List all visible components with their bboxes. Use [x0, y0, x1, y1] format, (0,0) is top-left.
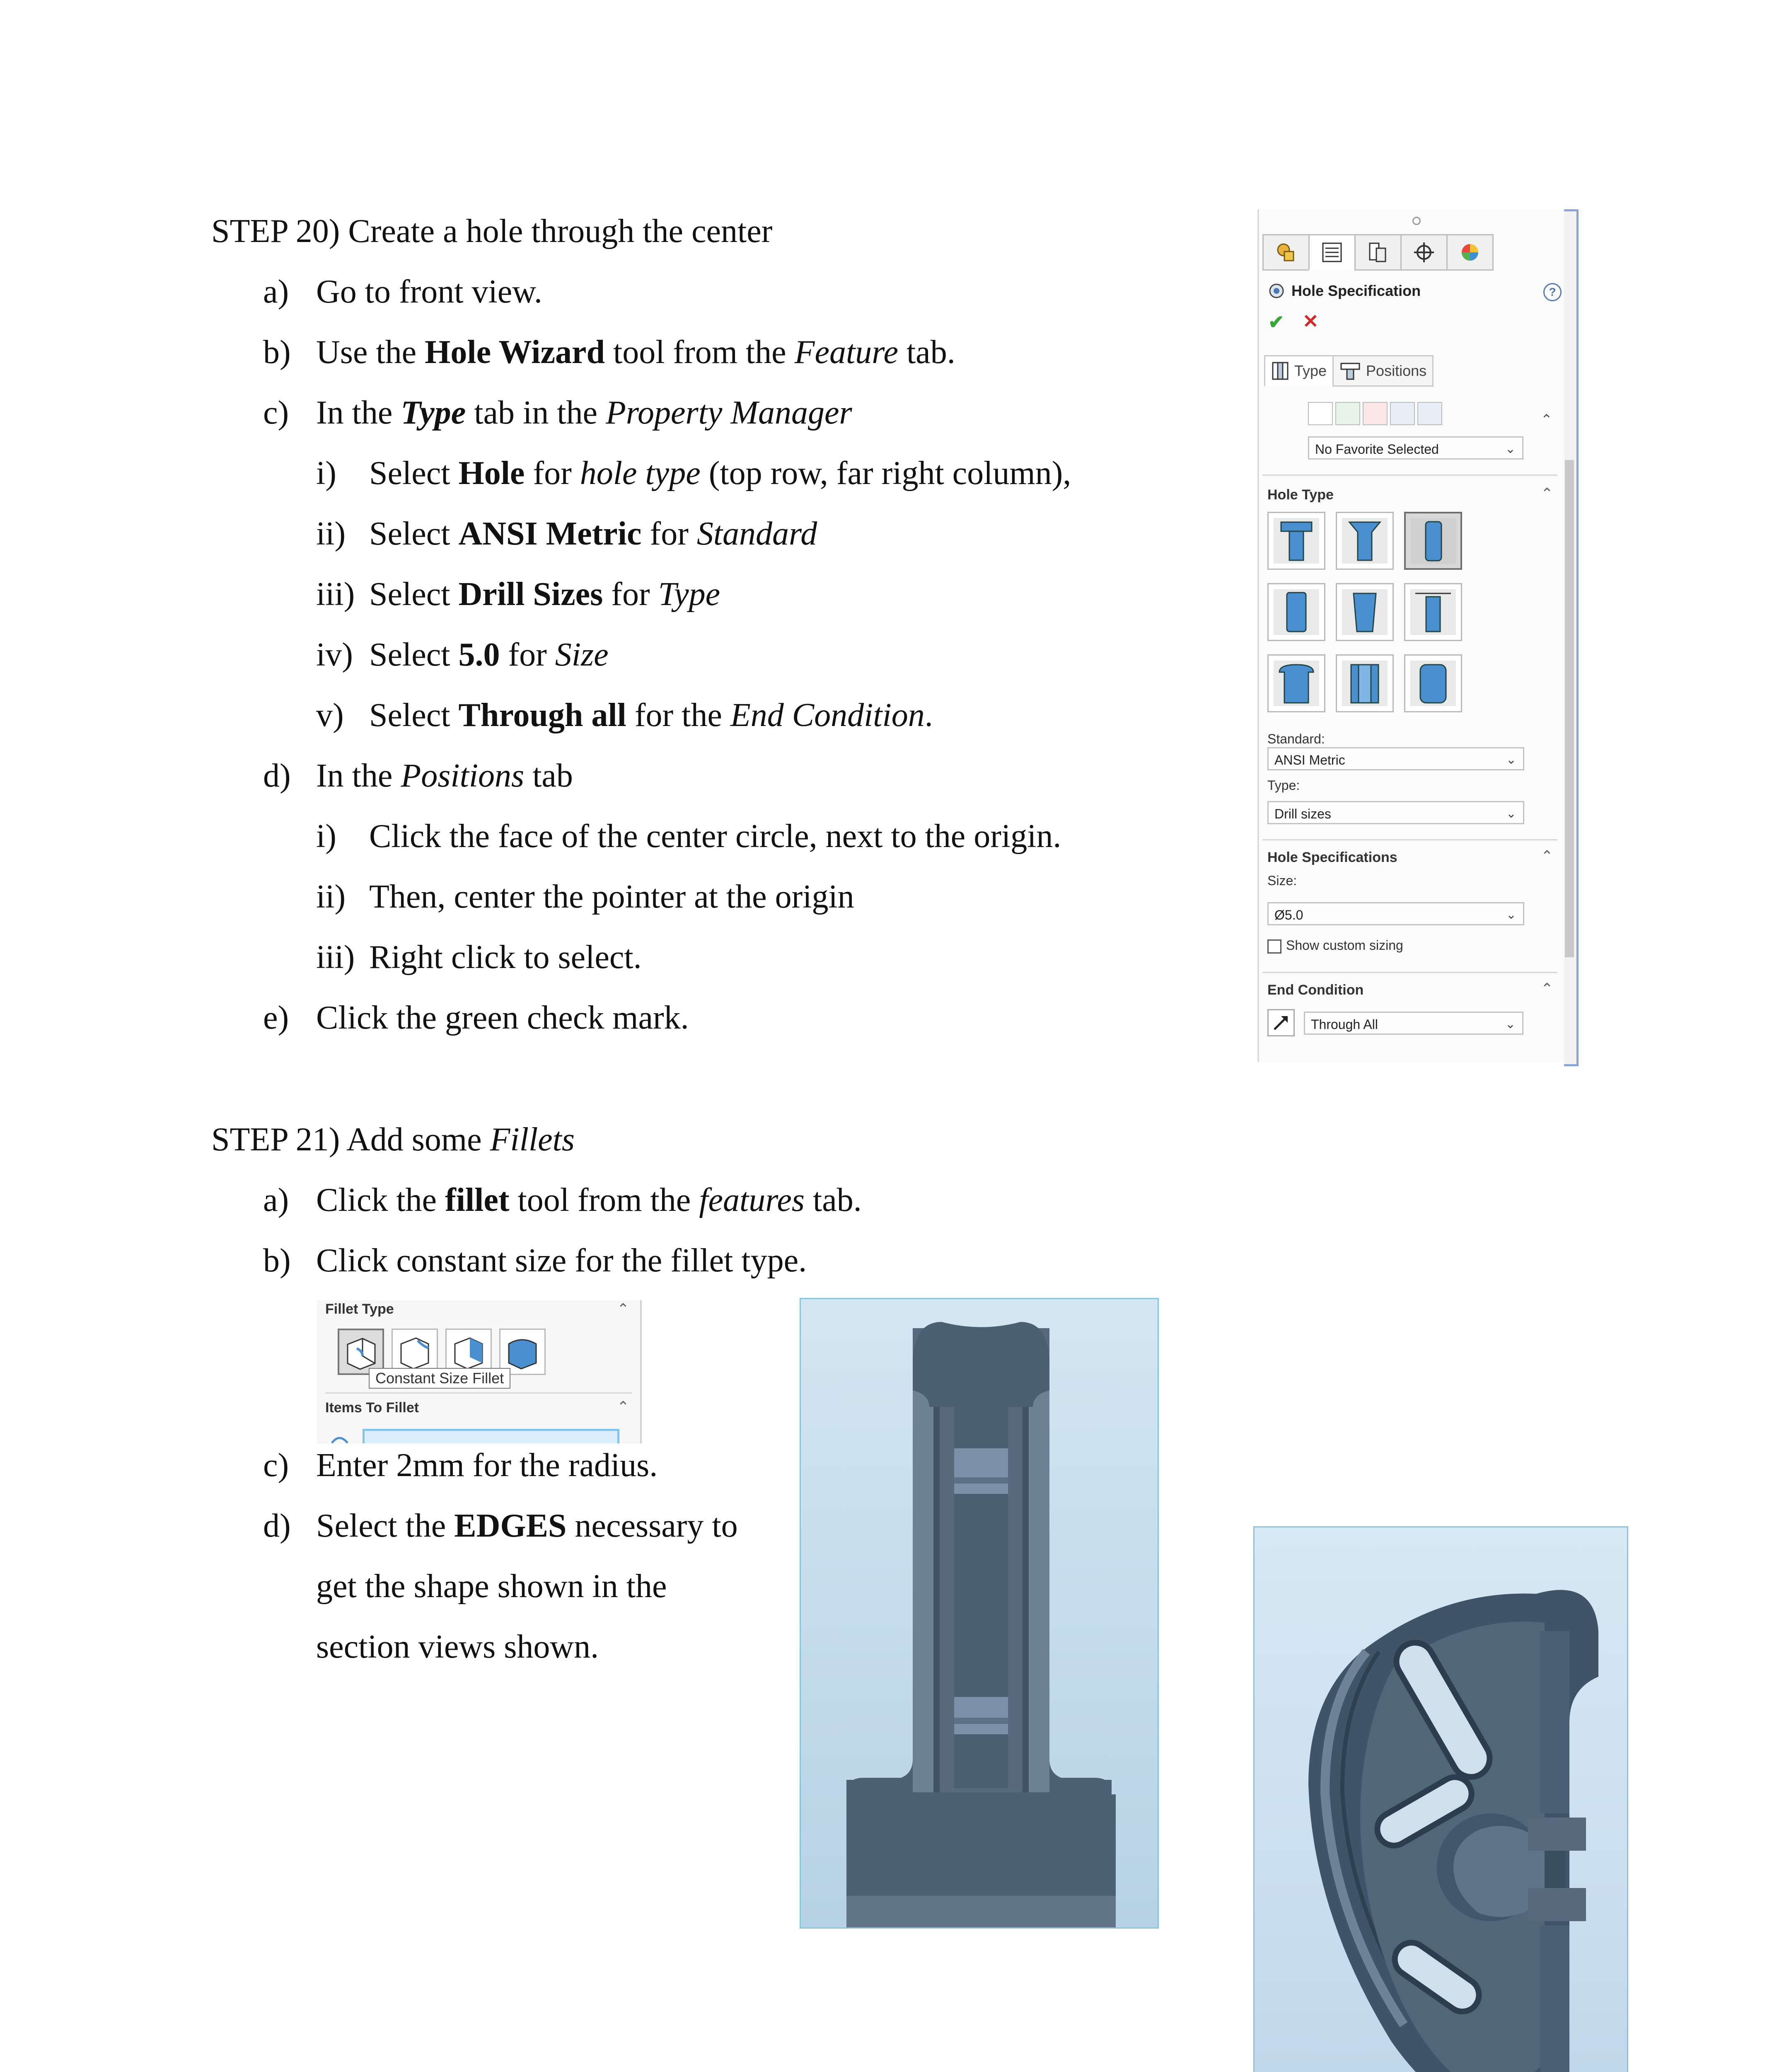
step20-c-ii: ii) Select ANSI Metric for Standard: [316, 516, 817, 552]
slot-icon: [1405, 656, 1461, 711]
straight-tap-icon: [1269, 584, 1324, 640]
step20-c-iii: iii) Select Drill Sizes for Type: [316, 576, 720, 612]
add-favorite-icon[interactable]: [1335, 402, 1360, 425]
step20-a: a) Go to front view.: [263, 274, 542, 310]
simple-hole-icon: [1406, 513, 1461, 569]
hole-type-heading: Hole Type: [1267, 487, 1334, 503]
chevron-up-icon[interactable]: ⌃: [1540, 980, 1553, 997]
custom-sizing-label: Show custom sizing: [1286, 938, 1403, 953]
save-favorite-icon[interactable]: [1390, 402, 1415, 425]
standard-dropdown[interactable]: ANSI Metric ⌄: [1267, 747, 1524, 770]
chevron-up-icon[interactable]: ⌃: [616, 1398, 629, 1415]
tab-feature-manager[interactable]: [1262, 234, 1310, 271]
step21-heading: STEP 21) Add some Fillets: [211, 1121, 575, 1158]
legacy-hole-icon: [1405, 584, 1461, 640]
section-view-isometric-image: [1253, 1526, 1628, 2072]
reverse-direction-icon: [1269, 1010, 1293, 1035]
cancel-x-icon[interactable]: ✕: [1303, 310, 1319, 332]
pm-scrollbar[interactable]: [1564, 209, 1579, 1066]
tab-configuration-manager[interactable]: [1354, 234, 1402, 271]
standard-label: Standard:: [1267, 731, 1325, 746]
items-to-fillet-selection-box[interactable]: [363, 1429, 619, 1443]
tab-dimxpert-manager[interactable]: [1400, 234, 1448, 271]
scroll-thumb[interactable]: [1565, 460, 1574, 957]
chevron-up-icon[interactable]: ⌃: [1540, 847, 1553, 864]
positions-tab-icon: [1339, 361, 1361, 381]
tab-positions[interactable]: Positions: [1332, 355, 1434, 387]
hole-type-counterbore-slot[interactable]: [1267, 654, 1325, 712]
type-dropdown[interactable]: Drill sizes ⌄: [1267, 801, 1524, 824]
step21-d: d) Select the EDGES necessary to: [263, 1508, 738, 1544]
hole-type-tapered-tap[interactable]: [1336, 583, 1394, 641]
step20-c-iv: iv) Select 5.0 for Size: [316, 637, 609, 673]
hole-spec-heading: Hole Specifications: [1267, 850, 1397, 865]
help-icon[interactable]: ?: [1543, 283, 1562, 301]
hole-type-legacy[interactable]: [1404, 583, 1462, 641]
step21-d-line3: section views shown.: [316, 1629, 599, 1665]
property-manager-icon: [1320, 241, 1344, 264]
hole-wizard-icon: [1267, 282, 1287, 300]
hole-subtabs: [1264, 355, 1432, 387]
hole-type-countersink[interactable]: [1336, 512, 1394, 570]
step20-d: d) In the Positions tab: [263, 758, 573, 794]
fillet-type-panel: [317, 1300, 642, 1443]
load-favorite-icon[interactable]: [1417, 402, 1442, 425]
custom-sizing-checkbox[interactable]: [1267, 939, 1281, 954]
counterbore-slot-icon: [1269, 656, 1324, 711]
size-label: Size:: [1267, 873, 1297, 888]
step20-c: c) In the Type tab in the Property Manager: [263, 395, 852, 431]
chevron-down-icon: ⌄: [1506, 908, 1516, 922]
countersink-icon: [1337, 513, 1393, 569]
size-dropdown[interactable]: Ø5.0 ⌄: [1267, 902, 1524, 925]
divider: [325, 1392, 632, 1394]
pulley-section-isometric-drawing: [1255, 1527, 1628, 2072]
end-condition-heading: End Condition: [1267, 982, 1364, 998]
chevron-down-icon: ⌄: [1505, 442, 1516, 456]
tooltip: Constant Size Fillet: [369, 1368, 510, 1389]
pulley-section-front-drawing: [801, 1299, 1159, 1929]
reverse-direction-button[interactable]: [1267, 1009, 1295, 1036]
step20-c-i: i) Select Hole for hole type (top row, far right column),: [316, 455, 1071, 491]
divider: [1262, 839, 1557, 840]
step20-heading: STEP 20) Create a hole through the center: [211, 213, 773, 249]
tab-property-manager[interactable]: [1308, 234, 1356, 271]
face-fillet-icon: [447, 1330, 490, 1373]
step21-c: c) Enter 2mm for the radius.: [263, 1447, 658, 1484]
divider: [1262, 972, 1557, 973]
counterbore-icon: [1269, 513, 1324, 569]
favorite-icon[interactable]: [1308, 402, 1333, 425]
hole-wizard-property-manager: [1257, 209, 1582, 1062]
hole-type-straight-tap[interactable]: [1267, 583, 1325, 641]
tab-type[interactable]: Type: [1264, 355, 1334, 387]
pm-title: Hole Specification: [1267, 282, 1421, 300]
step21-a: a) Click the fillet tool from the features tab.: [263, 1182, 862, 1218]
chevron-down-icon: ⌄: [1506, 807, 1516, 821]
variable-size-fillet-icon: [393, 1330, 436, 1373]
grip-dot: [1412, 217, 1421, 225]
edge-select-icon: [329, 1431, 350, 1443]
hole-type-countersink-slot[interactable]: [1336, 654, 1394, 712]
favorite-dropdown[interactable]: No Favorite Selected ⌄: [1308, 436, 1523, 460]
step20-d-i: i) Click the face of the center circle, next to the origin.: [316, 818, 1061, 854]
dimxpert-icon: [1412, 241, 1436, 264]
step21-b: b) Click constant size for the fillet type.: [263, 1242, 807, 1279]
hole-type-hole[interactable]: [1404, 512, 1462, 570]
items-to-fillet-heading: Items To Fillet: [325, 1400, 419, 1416]
step21-d-line2: get the shape shown in the: [316, 1568, 667, 1605]
tab-display-manager[interactable]: [1446, 234, 1494, 271]
end-condition-dropdown[interactable]: Through All ⌄: [1304, 1012, 1523, 1035]
step20-c-v: v) Select Through all for the End Condition.: [316, 697, 933, 733]
manager-tabs: [1262, 234, 1492, 271]
configuration-manager-icon: [1366, 241, 1390, 264]
type-label: Type:: [1267, 778, 1300, 793]
chevron-down-icon: ⌄: [1506, 753, 1516, 767]
display-manager-icon: [1458, 241, 1482, 264]
hole-type-slot[interactable]: [1404, 654, 1462, 712]
step20-d-iii: iii) Right click to select.: [316, 939, 642, 975]
countersink-slot-icon: [1337, 656, 1393, 711]
section-view-front-image: [800, 1298, 1159, 1929]
tapered-tap-icon: [1337, 584, 1393, 640]
favorites-toolbar: [1308, 402, 1445, 425]
fillet-type-heading: Fillet Type: [325, 1301, 394, 1317]
full-round-fillet-icon: [500, 1330, 544, 1373]
ok-checkmark-icon[interactable]: ✔: [1268, 311, 1284, 333]
chevron-up-icon[interactable]: ⌃: [1540, 485, 1553, 502]
chevron-down-icon: ⌄: [1505, 1017, 1516, 1031]
collapse-chevron-up-icon[interactable]: ⌃: [1540, 412, 1552, 428]
delete-favorite-icon[interactable]: [1363, 402, 1388, 425]
feature-manager-icon: [1274, 241, 1298, 264]
step20-b: b) Use the Hole Wizard tool from the Feature tab.: [263, 334, 955, 370]
edge-select-glyph: [329, 1431, 350, 1443]
chevron-up-icon[interactable]: ⌃: [616, 1300, 629, 1317]
hole-type-counterbore[interactable]: [1267, 512, 1325, 570]
step20-d-ii: ii) Then, center the pointer at the origin: [316, 879, 854, 915]
divider: [1262, 474, 1557, 476]
step20-e: e) Click the green check mark.: [263, 1000, 689, 1036]
constant-size-fillet-icon: [339, 1330, 382, 1373]
type-tab-icon: [1271, 361, 1289, 381]
